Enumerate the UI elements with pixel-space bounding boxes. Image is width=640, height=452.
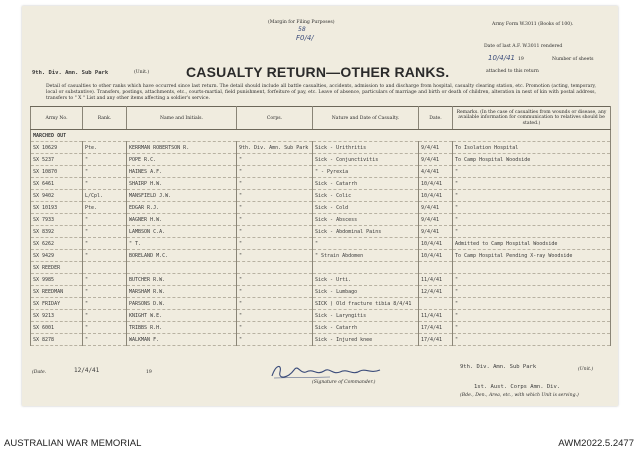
cell-date: 10/4/41: [419, 250, 453, 262]
date-last-return-label: Date of last A.F. W.3011 rendered: [484, 44, 563, 49]
cell-corps: [237, 262, 313, 274]
cell-army-no: SX 7933: [31, 214, 83, 226]
cell-corps: ": [237, 310, 313, 322]
cell-name: WALKMAN F.: [127, 334, 237, 346]
cell-remarks: Admitted to Camp Hospital Woodside: [453, 238, 611, 250]
number-of-sheets-label: Number of sheets: [552, 57, 594, 62]
table-row: [31, 286, 611, 298]
table-row: [31, 202, 611, 214]
cell-date: 11/4/41: [419, 310, 453, 322]
date-last-return-year: 19: [518, 57, 524, 62]
marched-out-label: MARCHED OUT: [31, 130, 611, 142]
cell-army-no: SX 9213: [31, 310, 83, 322]
cell-date: 9/4/41: [419, 154, 453, 166]
cell-rank: ": [83, 310, 127, 322]
cell-rank: ": [83, 178, 127, 190]
cell-corps: ": [237, 286, 313, 298]
cell-remarks: ": [453, 310, 611, 322]
cell-remarks: ": [453, 322, 611, 334]
table-row: [31, 154, 611, 166]
cell-date: 9/4/41: [419, 142, 453, 154]
cell-nature: Sick - Catarrh: [313, 178, 419, 190]
date-last-return-value: 10/4/41: [488, 54, 515, 62]
cell-corps: ": [237, 322, 313, 334]
cell-name: MANSFIELD J.W.: [127, 190, 237, 202]
cell-remarks: ": [453, 226, 611, 238]
cell-nature: Sick - Colic: [313, 190, 419, 202]
table-row: [31, 310, 611, 322]
signature-caption: (Signature of Commander.): [312, 380, 376, 385]
commander-signature: [270, 362, 390, 380]
cell-army-no: SX 6001: [31, 322, 83, 334]
cell-rank: ": [83, 166, 127, 178]
cell-remarks: ": [453, 286, 611, 298]
cell-date: 4/4/41: [419, 166, 453, 178]
cell-remarks: To Camp Hospital Pending X-ray Woodside: [453, 250, 611, 262]
table-row: [31, 274, 611, 286]
header-army-no: Army No.: [31, 107, 83, 130]
header-nature: Nature and Date of Casualty.: [313, 107, 419, 130]
cell-nature: [313, 262, 419, 274]
table-row: [31, 178, 611, 190]
cell-rank: ": [83, 250, 127, 262]
cell-corps: 9th. Div. Amn. Sub Park: [237, 142, 313, 154]
cell-army-no: SX 9985: [31, 274, 83, 286]
cell-nature: " - Pyrexia: [313, 166, 419, 178]
cell-nature: Sick - Laryngitis: [313, 310, 419, 322]
table-row: [31, 166, 611, 178]
table-header-row: [31, 107, 611, 130]
header-rank: Rank.: [83, 107, 127, 130]
cell-date: [419, 262, 453, 274]
footer-unit-value: 9th. Div. Amn. Sub Park: [460, 364, 537, 370]
cell-corps: ": [237, 202, 313, 214]
cell-nature: Sick - Abscess: [313, 214, 419, 226]
marched-out-row: [31, 130, 611, 142]
cell-rank: ": [83, 322, 127, 334]
cell-nature: Sick - Lumbago: [313, 286, 419, 298]
casualty-table: [30, 106, 611, 346]
cell-corps: ": [237, 274, 313, 286]
cell-army-no: SX REEDMAN: [31, 286, 83, 298]
cell-remarks: [453, 262, 611, 274]
cell-rank: [83, 262, 127, 274]
table-row: [31, 334, 611, 346]
army-form-label: Army Form W.3011 (Books of 100).: [492, 22, 574, 27]
header-remarks: Remarks. (In the case of casualties from wounds or disease, any available information for communication to relatives should be stated.): [453, 107, 611, 130]
cell-army-no: SX 10870: [31, 166, 83, 178]
cell-nature: Sick - Urti.: [313, 274, 419, 286]
cell-army-no: SX 5237: [31, 154, 83, 166]
table-row: [31, 214, 611, 226]
header-corps: Corps.: [237, 107, 313, 130]
cell-date: 12/4/41: [419, 286, 453, 298]
cell-rank: ": [83, 334, 127, 346]
table-row: [31, 142, 611, 154]
cell-rank: ": [83, 286, 127, 298]
document-sheet: [22, 6, 618, 406]
cell-rank: ": [83, 238, 127, 250]
margin-handwriting-2: F0/4/: [296, 34, 314, 42]
cell-army-no: SX 9429: [31, 250, 83, 262]
page-title: CASUALTY RETURN—OTHER RANKS.: [186, 64, 450, 80]
footer-formation-label: (Bde., Den., Area, etc., with which Unit is serving.): [460, 393, 579, 398]
cell-rank: ": [83, 298, 127, 310]
cell-remarks: ": [453, 334, 611, 346]
cell-nature: Sick - Catarrh: [313, 322, 419, 334]
cell-remarks: To Camp Hospital Woodside: [453, 154, 611, 166]
cell-name: KNIGHT W.E.: [127, 310, 237, 322]
cell-date: 10/4/41: [419, 178, 453, 190]
cell-nature: Sick - Urithritis: [313, 142, 419, 154]
cell-name: WAGNER H.W.: [127, 214, 237, 226]
cell-corps: ": [237, 238, 313, 250]
cell-date: 9/4/41: [419, 214, 453, 226]
cell-nature: Sick - Injured knee: [313, 334, 419, 346]
margin-note: (Margin for Filing Purposes): [268, 20, 335, 25]
cell-date: 17/4/41: [419, 322, 453, 334]
cell-remarks: ": [453, 214, 611, 226]
archive-caption-right: AWM2022.5.2477: [558, 438, 634, 449]
cell-name: KERRMAN ROBERTSON R.: [127, 142, 237, 154]
table-row: [31, 322, 611, 334]
cell-name: " T.: [127, 238, 237, 250]
unit-value: 9th. Div. Amn. Sub Park: [32, 70, 109, 76]
cell-corps: ": [237, 298, 313, 310]
cell-name: LAMBSON C.A.: [127, 226, 237, 238]
cell-name: TRIBBS R.H.: [127, 322, 237, 334]
cell-rank: Pte.: [83, 142, 127, 154]
cell-army-no: SX 8278: [31, 334, 83, 346]
cell-rank: ": [83, 274, 127, 286]
attached-label: attached to this return: [486, 69, 539, 74]
cell-name: BUTCHER R.W.: [127, 274, 237, 286]
cell-corps: ": [237, 154, 313, 166]
cell-nature: SICK ) Old fracture tibia 8/4/41: [313, 298, 419, 310]
cell-army-no: SX REEDER: [31, 262, 83, 274]
cell-date: 10/4/41: [419, 190, 453, 202]
archive-caption-left: AUSTRALIAN WAR MEMORIAL: [4, 438, 142, 449]
cell-army-no: SX 8392: [31, 226, 83, 238]
table-row: [31, 298, 611, 310]
cell-army-no: SX 6262: [31, 238, 83, 250]
cell-rank: ": [83, 226, 127, 238]
cell-date: 9/4/41: [419, 202, 453, 214]
footer-date-label: (Date.: [32, 370, 47, 375]
cell-remarks: ": [453, 202, 611, 214]
cell-nature: ": [313, 238, 419, 250]
cell-rank: Pte.: [83, 202, 127, 214]
unit-label: (Unit.): [134, 70, 150, 75]
cell-remarks: ": [453, 166, 611, 178]
cell-date: 11/4/41: [419, 274, 453, 286]
cell-remarks: ": [453, 178, 611, 190]
cell-rank: ": [83, 214, 127, 226]
cell-corps: ": [237, 178, 313, 190]
header-date: Date.: [419, 107, 453, 130]
cell-name: HAINES A.F.: [127, 166, 237, 178]
instructions-paragraph: Detail of casualties to other ranks which have occurred since last return. The detail should include all battle casualties, accidents, admission to and discharge from hospital, casualty clearing station, etc. Promotion (acting, temporary, local or substantive). Transfers, postings, attachments, etc., courts-martial, field punishment, forfeiture of pay, etc. Leave of absence, particulars of marriage and birth or death of children, alteration in next of kin with postal address, transfers to " X " List and any other items affecting a soldier's service.: [46, 84, 596, 101]
table-row: [31, 262, 611, 274]
table-row: [31, 238, 611, 250]
cell-remarks: ": [453, 274, 611, 286]
footer-unit-label: (Unit.): [578, 367, 594, 372]
cell-corps: ": [237, 250, 313, 262]
cell-name: SHAIRP H.W.: [127, 178, 237, 190]
cell-name: [127, 262, 237, 274]
cell-corps: ": [237, 214, 313, 226]
cell-rank: L/Cpl.: [83, 190, 127, 202]
footer-formation-value: 1st. Aust. Corps Amn. Div.: [474, 384, 561, 390]
cell-date: [419, 298, 453, 310]
cell-rank: ": [83, 154, 127, 166]
cell-date: 17/4/41: [419, 334, 453, 346]
cell-army-no: SX 10193: [31, 202, 83, 214]
cell-name: BORELAND M.C.: [127, 250, 237, 262]
cell-name: MARSHAM R.W.: [127, 286, 237, 298]
cell-nature: Sick - Cold: [313, 202, 419, 214]
cell-nature: Sick - Abdominal Pains: [313, 226, 419, 238]
cell-remarks: To Isolation Hospital: [453, 142, 611, 154]
header-name: Name and Initials.: [127, 107, 237, 130]
cell-corps: ": [237, 334, 313, 346]
table-row: [31, 250, 611, 262]
cell-remarks: ": [453, 190, 611, 202]
cell-army-no: SX FRIDAY: [31, 298, 83, 310]
cell-date: 9/4/41: [419, 226, 453, 238]
cell-remarks: ": [453, 298, 611, 310]
footer-year-label: 19: [146, 370, 152, 375]
cell-date: 10/4/41: [419, 238, 453, 250]
table-row: [31, 190, 611, 202]
cell-name: EDGAR R.J.: [127, 202, 237, 214]
cell-army-no: SX 10629: [31, 142, 83, 154]
cell-name: PARSONS D.W.: [127, 298, 237, 310]
cell-army-no: SX 6461: [31, 178, 83, 190]
cell-corps: ": [237, 226, 313, 238]
margin-handwriting-1: 58: [298, 26, 306, 33]
footer-date-value: 12/4/41: [74, 367, 100, 374]
table-row: [31, 226, 611, 238]
cell-corps: ": [237, 190, 313, 202]
cell-name: POPE R.C.: [127, 154, 237, 166]
cell-army-no: SX 9402: [31, 190, 83, 202]
cell-nature: Sick - Conjunctivitis: [313, 154, 419, 166]
cell-corps: ": [237, 166, 313, 178]
cell-nature: " Strain Abdomen: [313, 250, 419, 262]
